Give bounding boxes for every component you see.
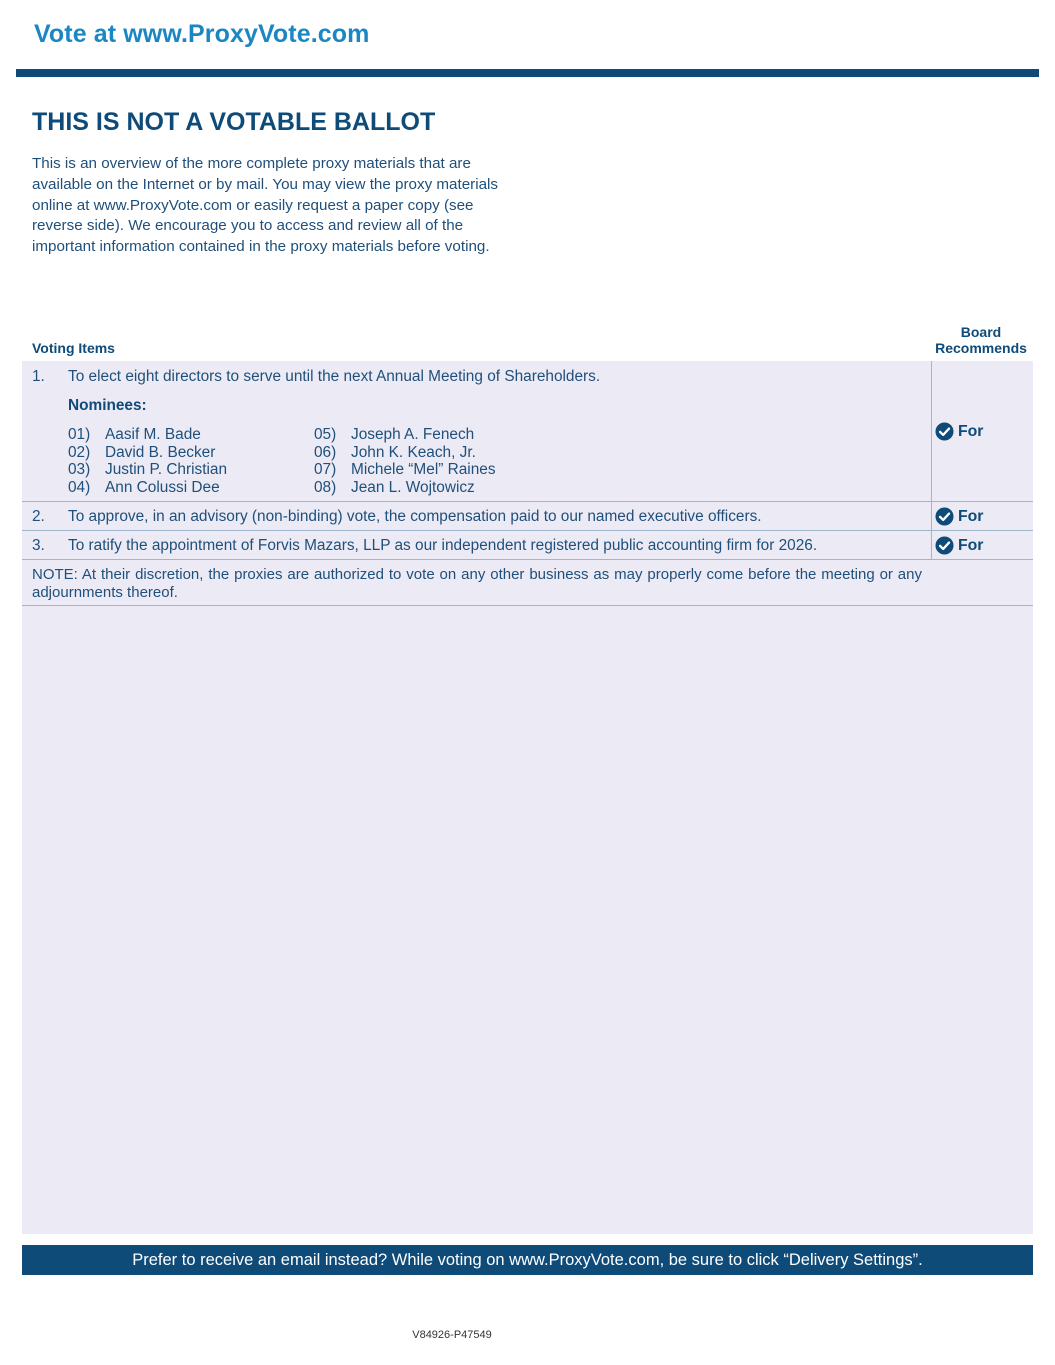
item-1-recommendation: [935, 422, 983, 441]
item-3-text: To ratify the appointment of Forvis Mazars, LLP as our independent registered public accounting firm for 2026.: [68, 537, 818, 554]
nominee-number: 02): [68, 443, 91, 461]
board-header-line1: Board: [960, 324, 1002, 340]
item-2-text: To approve, in an advisory (non-binding) vote, the compensation paid to our named executive officers.: [68, 508, 762, 525]
nominee-name: Ann Colussi Dee: [105, 478, 220, 496]
nominee-name: Justin P. Christian: [105, 461, 228, 479]
nominee-name: Michele “Mel” Raines: [351, 461, 496, 479]
recommendation-label: For: [958, 507, 984, 525]
nominee-number: 08): [314, 478, 337, 496]
nominee-name: Joseph A. Fenech: [351, 426, 475, 443]
nominee-item: [68, 444, 227, 462]
header-rule: [16, 69, 1039, 77]
item-3-number: 3.: [32, 537, 45, 554]
footer-code: V84926-P47549: [412, 1329, 492, 1341]
check-circle-icon: [935, 536, 954, 555]
nominees-label: Nominees:: [68, 397, 147, 414]
nominee-number: 03): [68, 461, 91, 479]
row-divider: [22, 501, 1033, 502]
nominee-name: Aasif M. Bade: [105, 426, 201, 443]
notice-heading: THIS IS NOT A VOTABLE BALLOT: [32, 108, 436, 136]
board-recommends-header: [926, 324, 1036, 356]
nominee-item: [314, 444, 496, 462]
nominee-number: 01): [68, 426, 91, 443]
nominees-column-right: [314, 426, 496, 496]
nominee-number: 04): [68, 478, 91, 496]
item-1-text: To elect eight directors to serve until the next Annual Meeting of Shareholders.: [68, 368, 601, 385]
nominee-item: [314, 426, 496, 444]
item-3-recommendation: [935, 536, 983, 555]
note-text: NOTE: At their discretion, the proxies are authorized to vote on any other business as may properly come before the meeting or any adjournments thereof.: [32, 566, 922, 601]
check-circle-icon: [935, 507, 954, 526]
row-divider: [22, 605, 1033, 606]
nominee-item: [68, 461, 227, 479]
nominee-name: John K. Keach, Jr.: [351, 443, 476, 461]
recommendation-label: For: [958, 536, 984, 554]
nominee-name: David B. Becker: [105, 443, 216, 461]
nominee-item: [68, 479, 227, 497]
nominee-number: 05): [314, 426, 337, 443]
item-2-number: 2.: [32, 508, 45, 525]
nominee-item: [314, 461, 496, 479]
voting-items-header: Voting Items: [32, 340, 115, 356]
nominee-item: [68, 426, 227, 444]
row-divider: [22, 559, 1033, 560]
nominee-number: 06): [314, 443, 337, 461]
email-delivery-banner: Prefer to receive an email instead? While voting on www.ProxyVote.com, be sure to click “Delivery Settings”.: [22, 1245, 1033, 1275]
intro-paragraph: This is an overview of the more complete proxy materials that are available on the Internet or by mail. You may view the proxy materials online at www.ProxyVote.com or easily request a paper copy (see reverse side). We encourage you to access and review all of the important information contained in the proxy materials before voting.: [32, 155, 498, 256]
board-header-line2: Recommends: [935, 340, 1027, 356]
nominees-column-left: [68, 426, 227, 496]
header-title: Vote at www.ProxyVote.com: [34, 20, 370, 48]
row-divider: [22, 530, 1033, 531]
nominee-item: [314, 479, 496, 497]
recommendation-label: For: [958, 422, 984, 440]
check-circle-icon: [935, 422, 954, 441]
nominee-number: 07): [314, 461, 337, 479]
item-2-recommendation: [935, 507, 983, 526]
item-1-number: 1.: [32, 368, 45, 385]
nominee-name: Jean L. Wojtowicz: [351, 478, 475, 496]
